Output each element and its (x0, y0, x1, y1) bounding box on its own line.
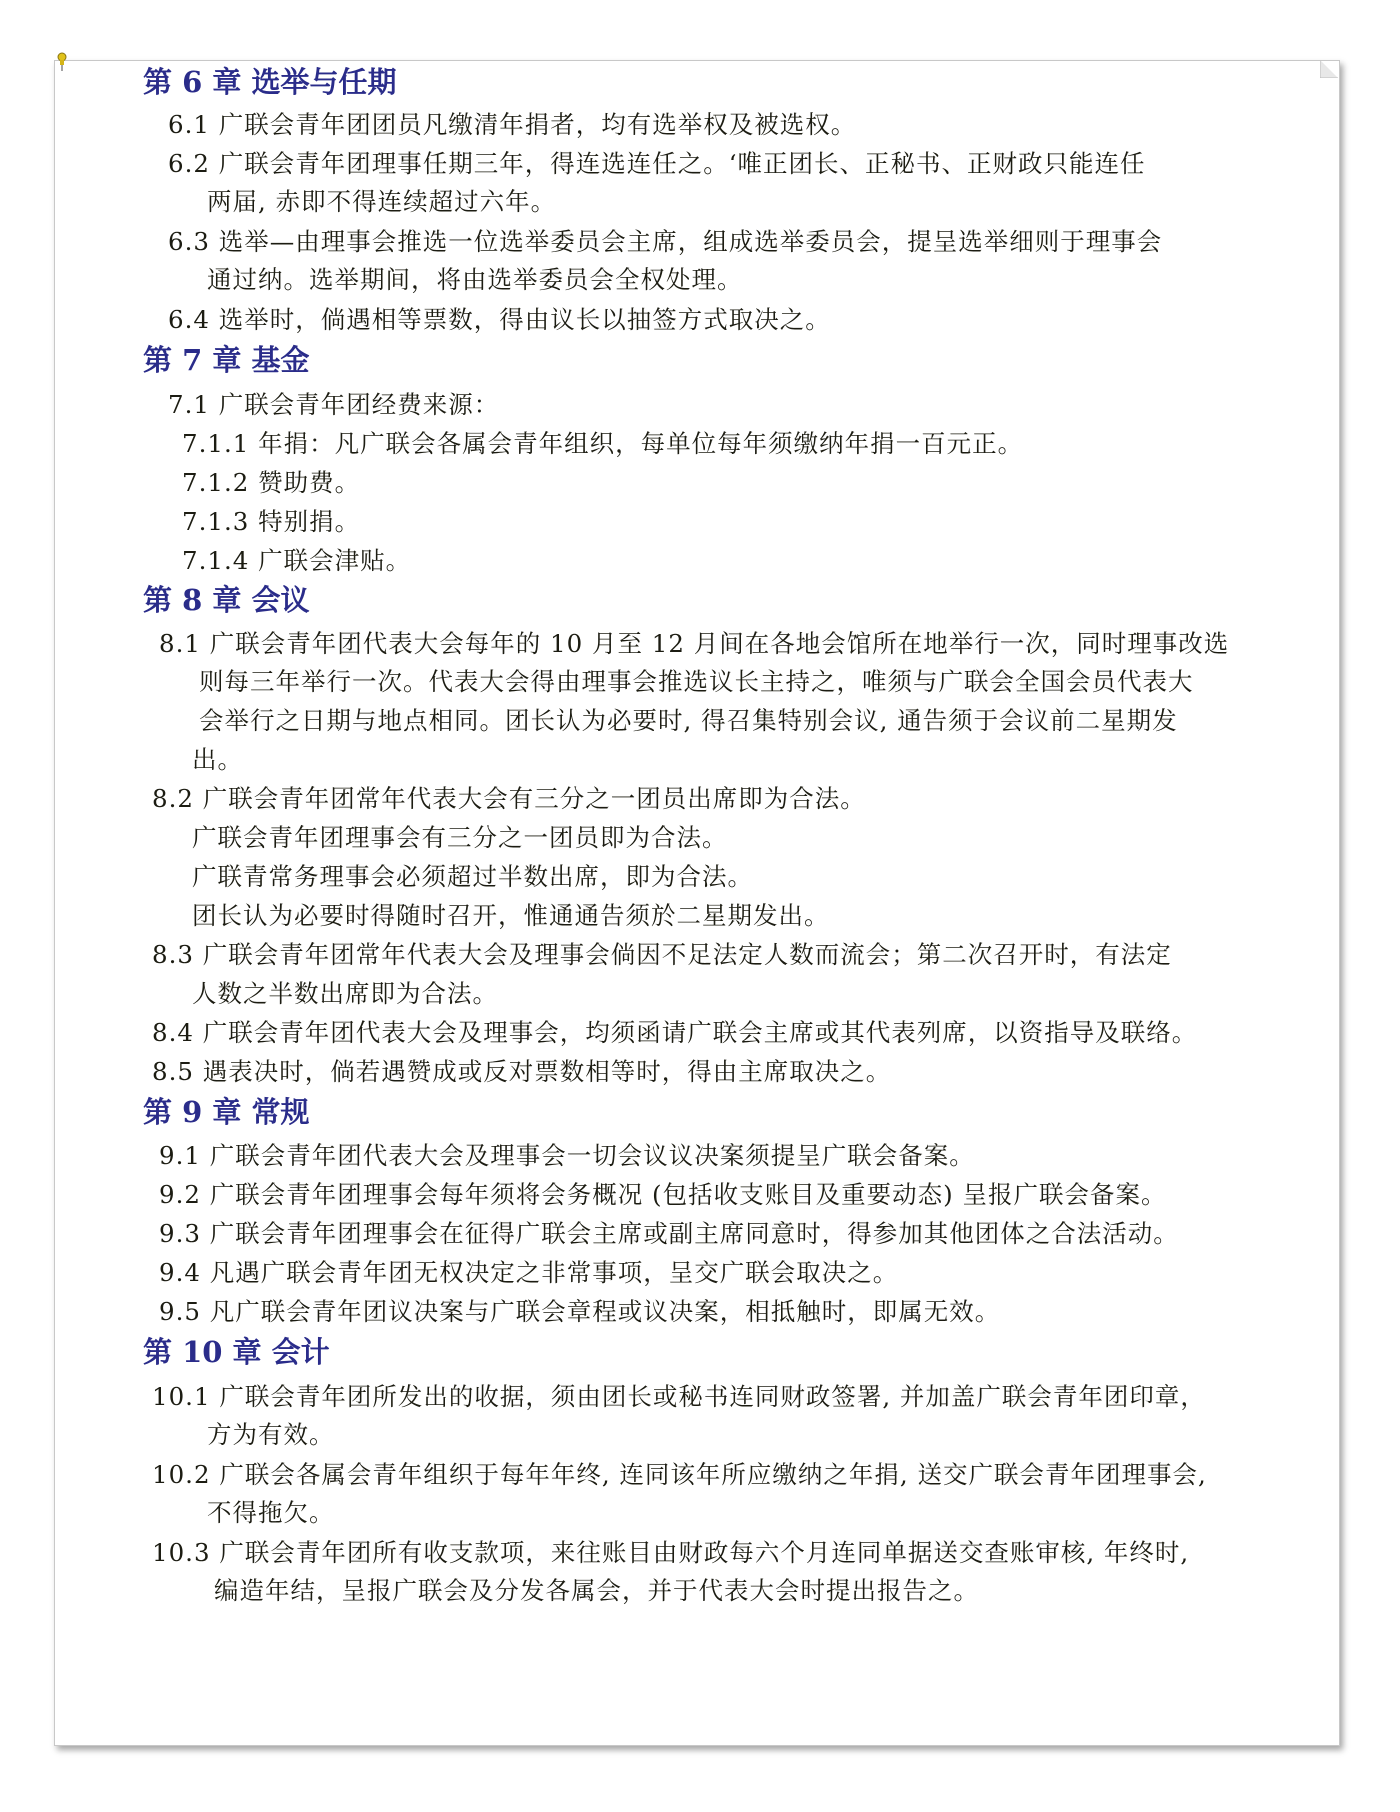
clause-8-2: 8.2 广联会青年团常年代表大会有三分之一团员出席即为合法。 (152, 784, 866, 813)
chapter-6-heading: 第 6 章 选举与任期 (143, 65, 397, 99)
clause-8-1-cont-3: 出。 (192, 745, 243, 774)
clause-6-4: 6.4 选举时，倘遇相等票数，得由议长以抽签方式取决之。 (168, 305, 831, 334)
clause-10-2: 10.2 广联会各属会青年组织于每年年终, 连同该年所应缴纳之年捐, 送交广联会青年团理事会, (152, 1460, 1207, 1489)
clause-9-2: 9.2 广联会青年团理事会每年须将会务概况 (包括收支账目及重要动态) 呈报广联会备案。 (159, 1180, 1167, 1209)
clause-8-2-line-3: 广联青常务理事会必须超过半数出席，即为合法。 (192, 862, 753, 891)
chapter-7-heading: 第 7 章 基金 (143, 343, 310, 377)
clause-10-3: 10.3 广联会青年团所有收支款项，来往账目由财政每六个月连同单据送交查账审核, 年终时, (152, 1538, 1190, 1567)
clause-9-3: 9.3 广联会青年团理事会在征得广联会主席或副主席同意时，得参加其他团体之合法活动。 (159, 1219, 1179, 1248)
clause-9-1: 9.1 广联会青年团代表大会及理事会一切会议议决案须提呈广联会备案。 (159, 1141, 975, 1170)
clause-9-5: 9.5 凡广联会青年团议决案与广联会章程或议决案，相抵触时，即属无效。 (159, 1297, 1001, 1326)
clause-8-5: 8.5 遇表决时，倘若遇赞成或反对票数相等时，得由主席取决之。 (152, 1057, 892, 1086)
clause-8-3: 8.3 广联会青年团常年代表大会及理事会倘因不足法定人数而流会；第二次召开时，有法定 (152, 940, 1172, 969)
clause-10-3-cont: 编造年结，呈报广联会及分发各属会，并于代表大会时提出报告之。 (214, 1576, 979, 1605)
clause-10-1: 10.1 广联会青年团所发出的收据，须由团长或秘书连同财政签署, 并加盖广联会青年团印章， (152, 1382, 1206, 1411)
clause-6-2-cont: 两届, 赤即不得连续超过六年。 (207, 187, 557, 216)
clause-8-1: 8.1 广联会青年团代表大会每年的 10 月至 12 月间在各地会馆所在地举行一次，同时理事改选 (159, 629, 1230, 658)
clause-6-2: 6.2 广联会青年团理事任期三年，得连选连任之。‘唯正团长、正秘书、正财政只能连任 (168, 149, 1146, 178)
chapter-10-heading: 第 10 章 会计 (143, 1335, 330, 1369)
clause-7-1-3: 7.1.3 特别捐。 (182, 507, 361, 536)
clause-8-1-cont-1: 则每三年举行一次。代表大会得由理事会推选议长主持之，唯须与广联会全国会员代表大 (199, 667, 1194, 696)
chapter-8-heading: 第 8 章 会议 (143, 583, 310, 617)
clause-8-3-cont: 人数之半数出席即为合法。 (192, 979, 498, 1008)
clause-8-4: 8.4 广联会青年团代表大会及理事会，均须函请广联会主席或其代表列席，以资指导及联络。 (152, 1018, 1198, 1047)
clause-8-2-line-4: 团长认为必要时得随时召开，惟通通告须於二星期发出。 (192, 901, 830, 930)
clause-7-1-4: 7.1.4 广联会津贴。 (182, 546, 412, 575)
chapter-9-heading: 第 9 章 常规 (143, 1095, 310, 1129)
page-corner-fold-icon (1320, 60, 1338, 78)
clause-6-3: 6.3 选举—由理事会推选一位选举委员会主席，组成选举委员会，提呈选举细则于理事会 (168, 227, 1163, 256)
clause-9-4: 9.4 凡遇广联会青年团无权决定之非常事项，呈交广联会取决之。 (159, 1258, 899, 1287)
clause-7-1: 7.1 广联会青年团经费来源： (168, 390, 500, 419)
clause-8-2-line-2: 广联会青年团理事会有三分之一团员即为合法。 (192, 823, 728, 852)
clause-7-1-2: 7.1.2 赞助费。 (182, 468, 361, 497)
pushpin-icon (56, 52, 68, 72)
clause-10-1-cont: 方为有效。 (207, 1420, 335, 1449)
clause-8-1-cont-2: 会举行之日期与地点相同。团长认为必要时, 得召集特别会议, 通告须于会议前二星期发 (199, 706, 1178, 735)
clause-7-1-1: 7.1.1 年捐：凡广联会各属会青年组织，每单位每年须缴纳年捐一百元正。 (182, 429, 1024, 458)
clause-6-1: 6.1 广联会青年团团员凡缴清年捐者，均有选举权及被选权。 (168, 110, 857, 139)
clause-6-3-cont: 通过纳。选举期间，将由选举委员会全权处理。 (207, 265, 743, 294)
clause-10-2-cont: 不得拖欠。 (207, 1498, 335, 1527)
